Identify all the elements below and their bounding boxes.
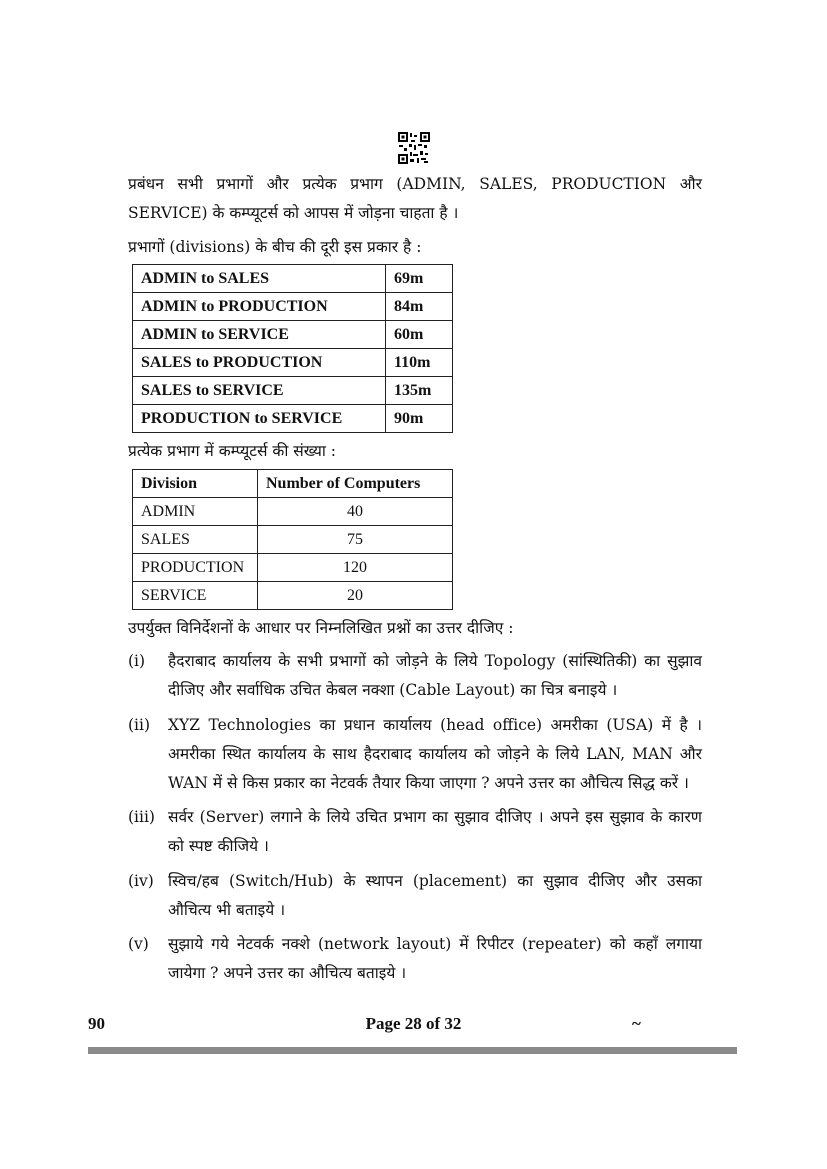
question-text: हैदराबाद कार्यालय के सभी प्रभागों को जोड़ने के लिये Topology (सांस्थितिकी) का सुझाव दीजिए और सर्वाधिक उचित केबल नक्शा (Cable Layout) का चित्र बनाइये । bbox=[168, 652, 702, 699]
division-name: PRODUCTION bbox=[133, 554, 258, 582]
table-row bbox=[133, 405, 453, 433]
distance-value: 110m bbox=[386, 349, 453, 377]
table-header-row bbox=[133, 470, 453, 498]
distance-pair: SALES to PRODUCTION bbox=[133, 349, 386, 377]
column-header-division: Division bbox=[133, 470, 258, 498]
division-name: SALES bbox=[133, 526, 258, 554]
page-number: Page 28 of 32 bbox=[365, 1014, 462, 1033]
intro-paragraph: प्रबंधन सभी प्रभागों और प्रत्येक प्रभाग (ADMIN, SALES, PRODUCTION और SERVICE) के कम्प्यूटर्स को आपस में जोड़ना चाहता है । bbox=[128, 175, 702, 222]
division-name: SERVICE bbox=[133, 582, 258, 610]
question-number: (iii) bbox=[128, 808, 155, 826]
distance-pair: PRODUCTION to SERVICE bbox=[133, 405, 386, 433]
computer-count: 20 bbox=[258, 582, 453, 610]
column-header-computers: Number of Computers bbox=[258, 470, 453, 498]
table-row bbox=[133, 554, 453, 582]
question-number: (ii) bbox=[128, 716, 151, 734]
paper-code: 90 bbox=[88, 1014, 105, 1033]
computer-count-label: प्रत्येक प्रभाग में कम्प्यूटर्स की संख्या : bbox=[128, 442, 336, 460]
distance-value: 60m bbox=[386, 321, 453, 349]
question-text: सर्वर (Server) लगाने के लिये उचित प्रभाग का सुझाव दीजिए । अपने इस सुझाव के कारण को स्पष्ट कीजिये । bbox=[168, 808, 702, 855]
table-row bbox=[133, 265, 453, 293]
instruction-text: उपर्युक्त विनिर्देशनों के आधार पर निम्नलिखित प्रश्नों का उत्तर दीजिए : bbox=[128, 619, 514, 637]
distance-value: 84m bbox=[386, 293, 453, 321]
division-name: ADMIN bbox=[133, 498, 258, 526]
distance-pair: ADMIN to PRODUCTION bbox=[133, 293, 386, 321]
distance-label: प्रभागों (divisions) के बीच की दूरी इस प्रकार है : bbox=[128, 238, 422, 256]
table-row bbox=[133, 349, 453, 377]
table-row bbox=[133, 498, 453, 526]
distance-value: 135m bbox=[386, 377, 453, 405]
distance-pair: ADMIN to SERVICE bbox=[133, 321, 386, 349]
table-row bbox=[133, 526, 453, 554]
computer-count: 120 bbox=[258, 554, 453, 582]
table-row bbox=[133, 321, 453, 349]
footer-mark: ~ bbox=[632, 1014, 641, 1033]
question-number: (v) bbox=[128, 935, 149, 953]
distance-value: 69m bbox=[386, 265, 453, 293]
distance-pair: SALES to SERVICE bbox=[133, 377, 386, 405]
question-number: (iv) bbox=[128, 872, 154, 890]
computer-count: 75 bbox=[258, 526, 453, 554]
question-text: XYZ Technologies का प्रधान कार्यालय (head office) अमरीका (USA) में है । अमरीका स्थित कार्यालय के साथ हैदराबाद कार्यालय को जोड़ने के लिये LAN, MAN और WAN में से किस प्रकार का नेटवर्क तैयार किया जाएगा ? अपने उत्तर का औचित्य सिद्ध करें । bbox=[168, 716, 702, 792]
distance-table bbox=[132, 264, 453, 433]
question-text: सुझाये गये नेटवर्क नक्शे (network layout) में रिपीटर (repeater) को कहाँ लगाया जायेगा ? अपने उत्तर का औचित्य बताइये । bbox=[168, 935, 702, 982]
computer-count: 40 bbox=[258, 498, 453, 526]
question-number: (i) bbox=[128, 652, 146, 670]
table-row bbox=[133, 293, 453, 321]
table-row bbox=[133, 582, 453, 610]
question-text: स्विच/हब (Switch/Hub) के स्थापन (placement) का सुझाव दीजिए और उसका औचित्य भी बताइये । bbox=[168, 872, 702, 919]
distance-value: 90m bbox=[386, 405, 453, 433]
distance-pair: ADMIN to SALES bbox=[133, 265, 386, 293]
footer-rule bbox=[88, 1047, 737, 1054]
computer-count-table bbox=[132, 469, 453, 610]
qr-code-icon bbox=[398, 132, 430, 164]
table-row bbox=[133, 377, 453, 405]
